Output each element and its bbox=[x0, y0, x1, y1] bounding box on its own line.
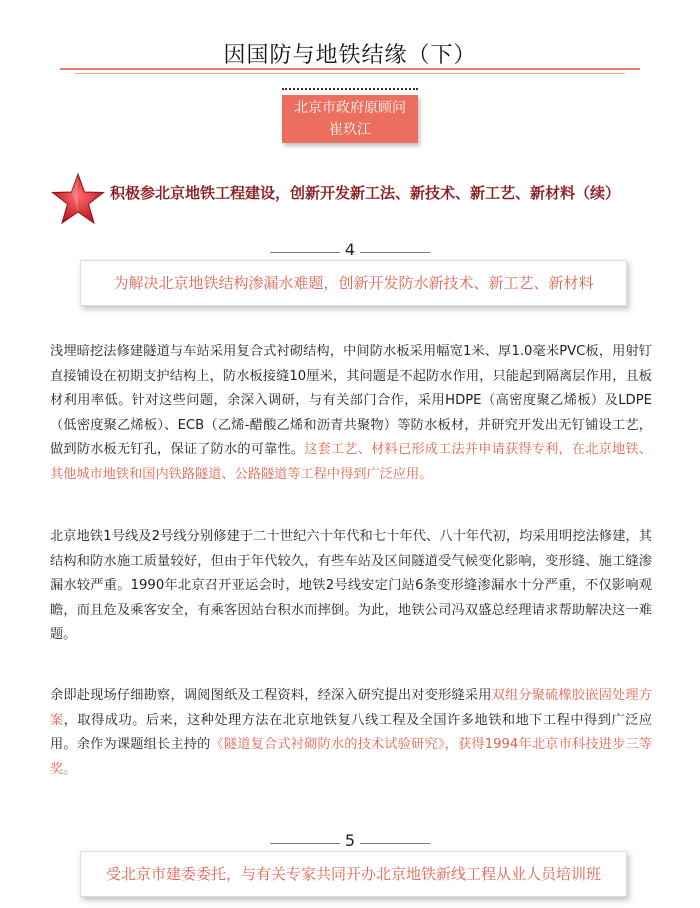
title-underline bbox=[60, 68, 640, 70]
paragraph-1 bbox=[50, 340, 652, 487]
paragraph-1-highlight: 这套工艺、材料已形成工法并申请获得专利，在北京地铁、其他城市地铁和国内铁路隧道、公路隧道等工程中得到广泛应用。 bbox=[50, 442, 653, 482]
author-name: 崔玖江 bbox=[329, 122, 371, 138]
number-rule-left bbox=[270, 843, 340, 844]
item-banner: 为解决北京地铁结构渗漏水难题，创新开发防水新技术、新工艺、新材料 bbox=[80, 260, 627, 306]
paragraph-3-highlight-2: 《隧道复合式衬砌防水的技术试验研究》，获得1994年北京市科技进步三等奖。 bbox=[50, 737, 653, 777]
number-rule-right bbox=[360, 843, 430, 844]
author-dotted-rule bbox=[282, 88, 418, 90]
paragraph-3-text-b: ，取得成功。后来，这种处理方法在北京地铁复八线工程及全国许多地铁和地下工程中得到广泛应用。余作为课题组长主持的 bbox=[50, 712, 653, 752]
item-banner: 受北京市建委委托，与有关专家共同开办北京地铁新线工程从业人员培训班 bbox=[80, 851, 627, 897]
paragraph-1-text: 浅埋暗挖法修建隧道与车站采用复合式衬砌结构，中间防水板采用幅宽1米、厚1.0毫米PVC板，用射钉直接铺设在初期支护结构上，防水板接缝10厘米，其问题是不起防水作用，只能起到隔离层作用，且板材利用率低。针对这些问题，余深入调研，与有关部门合作，采用HDPE（高密度聚乙烯板）及LDPE（低密度聚乙烯板）、ECB（乙烯-醋酸乙烯和沥青共聚物）等防水板材，并研究开发出无钉铺设工艺，做到防水板无钉孔，保证了防水的可靠性。 bbox=[50, 344, 652, 457]
item-number: 5 bbox=[344, 831, 356, 850]
page-title: 因国防与地铁结缘（下） bbox=[223, 43, 477, 68]
author-box bbox=[282, 95, 418, 143]
author-position: 北京市政府原顾问 bbox=[294, 100, 406, 116]
item-number: 4 bbox=[344, 240, 356, 259]
number-rule-right bbox=[360, 252, 430, 253]
paragraph-3-text-a: 余即赴现场仔细勘察，调阅图纸及工程资料，经深入研究提出对变形缝采用 bbox=[50, 688, 492, 703]
number-rule-left bbox=[270, 252, 340, 253]
section-heading: 积极参北京地铁工程建设，创新开发新工法、新技术、新工艺、新材料（续） bbox=[110, 184, 621, 202]
title-underline-thin bbox=[75, 73, 625, 74]
paragraph-2: 北京地铁1号线及2号线分别修建于二十世纪六十年代和七十年代、八十年代初，均采用明挖法修建，其结构和防水施工质量较好，但由于年代较久，有些车站及区间隧道受气候变化影响，变形缝、施工缝渗漏水较严重。1990年北京召开亚运会时，地铁2号线安定门站6条变形缝渗漏水十分严重，不仅影响观瞻，而且危及乘客安全，有乘客因站台积水而摔倒。为此，地铁公司冯双盛总经理请求帮助解决这一难题。 bbox=[50, 529, 652, 642]
paragraph-3 bbox=[50, 684, 652, 782]
paragraph-3-highlight-1: 双组分聚硫橡胶嵌固处理方案 bbox=[50, 688, 652, 728]
red-star-icon bbox=[50, 172, 106, 226]
